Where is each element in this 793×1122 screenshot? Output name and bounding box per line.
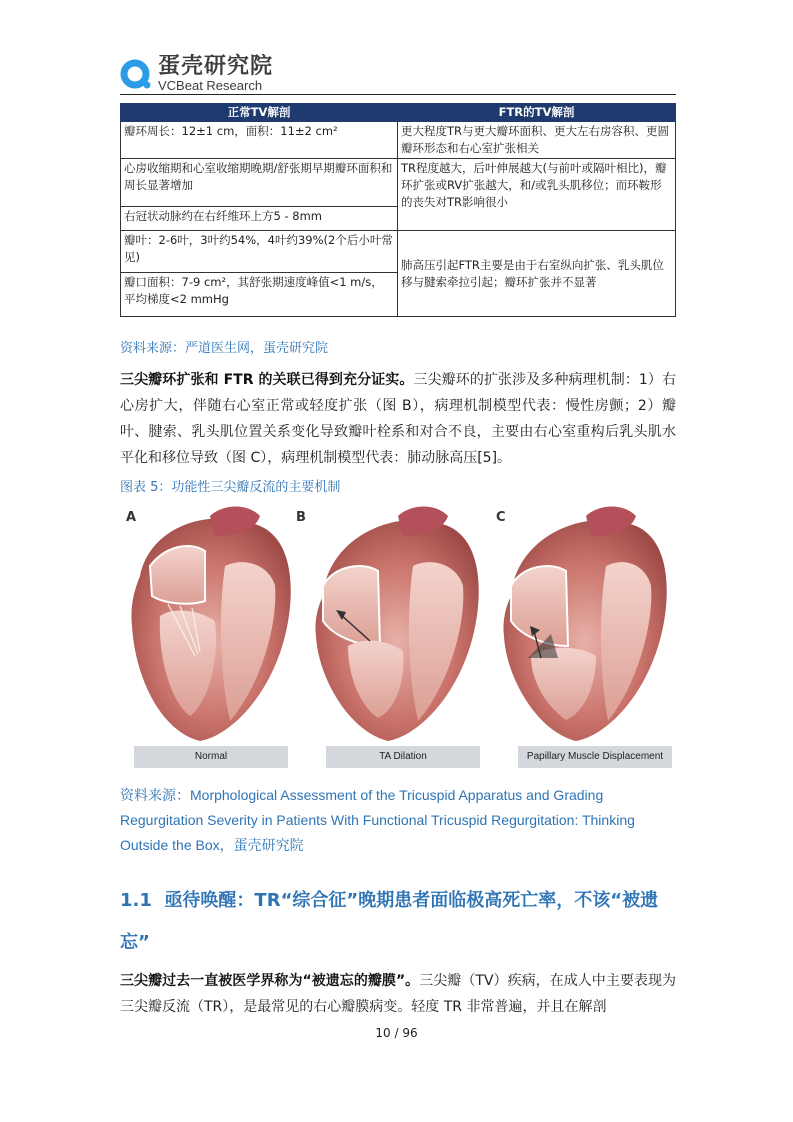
figure-source: 资料来源：Morphological Assessment of the Tricuspid Apparatus and Grading Regurgitation Severity in Patients With Functional Tricuspid Regurgitation: Thinking Outside the Box，蛋壳研究院: [120, 787, 635, 853]
panel-letter-b: B: [296, 510, 306, 525]
paragraph-body: 三尖瓣环的扩张涉及多种病理机制：1）右心房扩大，伴随右心室正常或轻度扩张（图 B），病理机制模型代表：慢性房颤；2）瓣叶、腱索、乳头肌位置关系变化导致瓣叶栓系和对合不良，主要由右心室重构后乳头肌水平化和移位导致（图 C），病理机制模型代表：肺动脉高压[5]。: [120, 372, 677, 466]
paragraph-body: 三尖瓣（TV）疾病，在成人中主要表现为三尖瓣反流（TR），是最常见的右心瓣膜病变。轻度 TR 非常普遍，并且在解剖: [120, 973, 676, 1015]
heart-ta-dilation-illustration: [315, 507, 478, 741]
logo-ring-icon: [120, 58, 152, 90]
panel-label-normal: Normal: [134, 746, 288, 768]
ftr-mechanism-figure: [120, 506, 676, 772]
logo: [120, 52, 273, 96]
table-cell: 右冠状动脉约在右纤维环上方5 - 8mm: [121, 207, 398, 231]
table-header-row: [121, 104, 676, 122]
paragraph-tv-disease: [120, 968, 676, 1020]
table-cell: 更大程度TR与更大瓣环面积、更大左右房容积、更圆瓣环形态和右心室扩张相关: [398, 122, 676, 159]
page-number: 10 / 96: [375, 1026, 418, 1040]
table-row: [121, 159, 676, 207]
logo-title-cn: 蛋壳研究院: [158, 54, 274, 79]
table-source: 资料来源：严道医生网，蛋壳研究院: [120, 341, 329, 356]
panel-letter-c: C: [496, 510, 506, 525]
table-cell: TR程度越大，后叶伸展越大(与前叶或隔叶相比)，瓣环扩张或RV扩张越大，和/或乳头肌移位；而环鞍形的丧失对TR影响很小: [398, 159, 676, 231]
header-divider: [120, 94, 676, 95]
paragraph-lead: 三尖瓣过去一直被医学界称为“被遗忘的瓣膜”。: [120, 973, 420, 989]
paragraph-lead: 三尖瓣环扩张和 FTR 的关联已得到充分证实。: [120, 372, 414, 388]
heart-papillary-displacement-illustration: [503, 507, 666, 741]
heart-normal-illustration: [131, 507, 290, 741]
tv-anatomy-table: [120, 103, 676, 317]
figure-caption: 图表 5：功能性三尖瓣反流的主要机制: [120, 480, 341, 495]
panel-label-papillary: Papillary Muscle Displacement: [518, 746, 672, 768]
table-cell: 瓣口面积：7-9 cm²，其舒张期速度峰值<1 m/s，平均梯度<2 mmHg: [121, 273, 398, 317]
table-cell: 瓣环周长：12±1 cm，面积：11±2 cm²: [121, 122, 398, 159]
paragraph-mechanism: [120, 367, 676, 471]
logo-title-en: VCBeat Research: [158, 78, 263, 93]
table-row: [121, 122, 676, 159]
table-row: [121, 231, 676, 273]
panel-letter-a: A: [126, 510, 137, 525]
panel-label-ta-dilation: TA Dilation: [326, 746, 480, 768]
table-header-normal: 正常TV解剖: [121, 104, 398, 122]
section-title: 亟待唤醒：TR“综合征”晚期患者面临极高死亡率，不该“被遗忘”: [120, 890, 659, 953]
table-cell: 肺高压引起FTR主要是由于右室纵向扩张、乳头肌位移与腱索牵拉引起；瓣环扩张并不显著: [398, 231, 676, 317]
section-number: 1.1: [120, 890, 152, 911]
table-cell: 心房收缩期和心室收缩期晚期/舒张期早期瓣环面积和周长显著增加: [121, 159, 398, 207]
table-header-ftr: FTR的TV解剖: [398, 104, 676, 122]
section-heading: [120, 880, 680, 964]
table-cell: 瓣叶：2-6叶，3叶约54%，4叶约39%(2个后小叶常见): [121, 231, 398, 273]
